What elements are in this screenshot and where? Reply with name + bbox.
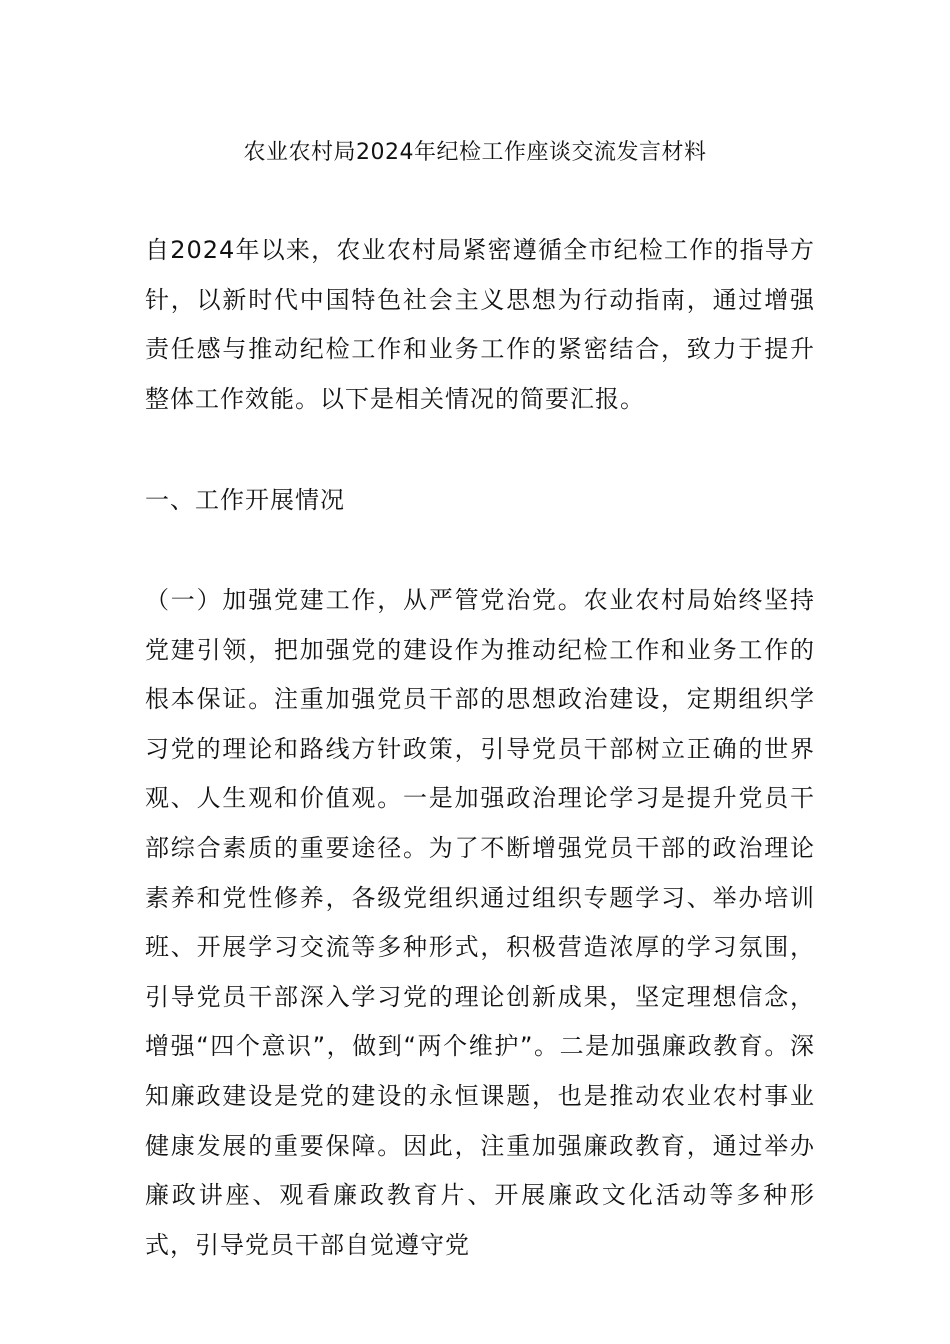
intro-paragraph: 自2024年以来，农业农村局紧密遵循全市纪检工作的指导方针，以新时代中国特色社会主义思想为行动指南，通过增强责任感与推动纪检工作和业务工作的紧密结合，致力于提升整体工作效能。以下是相关情况的简要汇报。 <box>145 236 815 413</box>
document-title: 农业农村局2024年纪检工作座谈交流发言材料 <box>243 140 707 165</box>
section-heading: 一、工作开展情况 <box>145 486 345 514</box>
section-body-paragraph: （一）加强党建工作，从严管党治党。农业农村局始终坚持党建引领，把加强党的建设作为推动纪检工作和业务工作的根本保证。注重加强党员干部的思想政治建设，定期组织学习党的理论和路线方针政策，引导党员干部树立正确的世界观、人生观和价值观。一是加强政治理论学习是提升党员干部综合素质的重要途径。为了不断增强党员干部的政治理论素养和党性修养，各级党组织通过组织专题学习、举办培训班、开展学习交流等多种形式，积极营造浓厚的学习氛围，引导党员干部深入学习党的理论创新成果，坚定理想信念，增强“四个意识”，做到“两个维护”。二是加强廉政教育。深知廉政建设是党的建设的永恒课题，也是推动农业农村事业健康发展的重要保障。因此，注重加强廉政教育，通过举办廉政讲座、观看廉政教育片、开展廉政文化活动等多种形式，引导党员干部自觉遵守党 <box>145 586 815 1259</box>
